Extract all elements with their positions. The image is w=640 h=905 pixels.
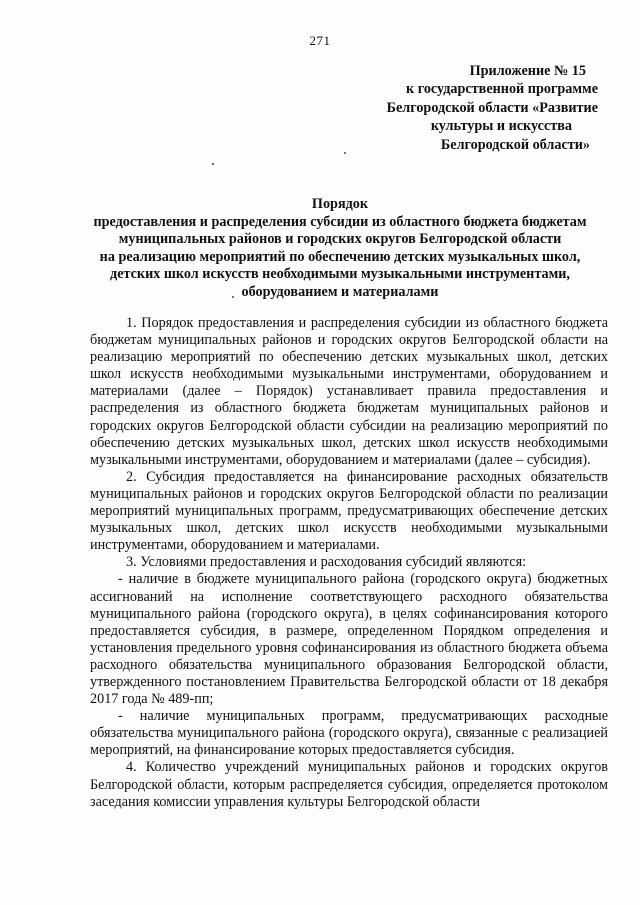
appendix-header xyxy=(338,62,598,154)
paragraph: 4. Количество учреждений муниципальных районов и городских округов Белгородской области, которым распределяется субсидия, определяется протоколом заседания комиссии управления культуры Белгородской области xyxy=(90,759,608,810)
title-line: муниципальных районов и городских округов Белгородской области xyxy=(118,231,562,248)
scan-speck xyxy=(232,296,234,298)
appendix-line: к государственной программе xyxy=(406,81,598,98)
title-line: предоставления и распределения субсидии из областного бюджета бюджетам xyxy=(93,213,587,230)
title-line: Порядок xyxy=(311,196,369,212)
paragraph: 1. Порядок предоставления и распределения субсидии из областного бюджета бюджетам муниципальных районов и городских округов Белгородской области на реализацию мероприятий по обеспечению детских музыкальных школ, детских школ искусств необходимыми музыкальными инструментами, оборудованием и материалами (далее – Порядок) устанавливает правила предоставления и распределения из областного бюджета бюджетам муниципальных районов и городских округов Белгородской области субсидии на реализацию мероприятий по обеспечению детских музыкальных школ, детских школ искусств необходимыми музыкальными инструментами, оборудованием и материалами (далее – субсидия). xyxy=(90,315,608,468)
list-item: - наличие в бюджете муниципального района (городского округа) бюджетных ассигнований на исполнение соответствующего расходного обязательства муниципального района (городского округа), в целях софинансирования которого предоставляется субсидия, в размере, определенном Порядком определения и установления предельного уровня софинансирования из областного бюджета объема расходного обязательства муниципального образования Белгородской области, утвержденного постановлением Правительства Белгородской области от 18 декабря 2017 года № 489-пп; xyxy=(90,571,608,708)
document-title xyxy=(60,196,620,302)
appendix-line: культуры и искусства xyxy=(430,118,572,135)
appendix-line: Белгородской области «Развитие xyxy=(386,99,598,116)
list-item: - наличие муниципальных программ, предусматривающих расходные обязательства муниципального района (городского округа), связанные с реализацией мероприятий, на финансирование которых предоставляется субсидия. xyxy=(90,708,608,759)
paragraph: 3. Условиями предоставления и расходования субсидий являются: xyxy=(126,554,527,571)
appendix-line: Белгородской области» xyxy=(440,136,590,153)
scan-speck xyxy=(344,152,346,154)
document-body xyxy=(90,315,608,811)
title-line: на реализацию мероприятий по обеспечению детских музыкальных школ, xyxy=(99,248,581,265)
page-number: 271 xyxy=(309,33,331,48)
appendix-line: Приложение № 15 xyxy=(469,63,586,79)
title-line: детских школ искусств необходимыми музыкальными инструментами, xyxy=(110,266,570,283)
paragraph: 2. Субсидия предоставляется на финансирование расходных обязательств муниципальных районов и городских округов Белгородской области по реализации мероприятий муниципальных программ, предусматривающих обеспечение детских музыкальных школ, детских школ искусств необходимыми музыкальными инструментами, оборудованием и материалами. xyxy=(90,468,608,554)
title-line: оборудованием и материалами xyxy=(241,283,439,300)
scan-speck xyxy=(212,163,214,165)
